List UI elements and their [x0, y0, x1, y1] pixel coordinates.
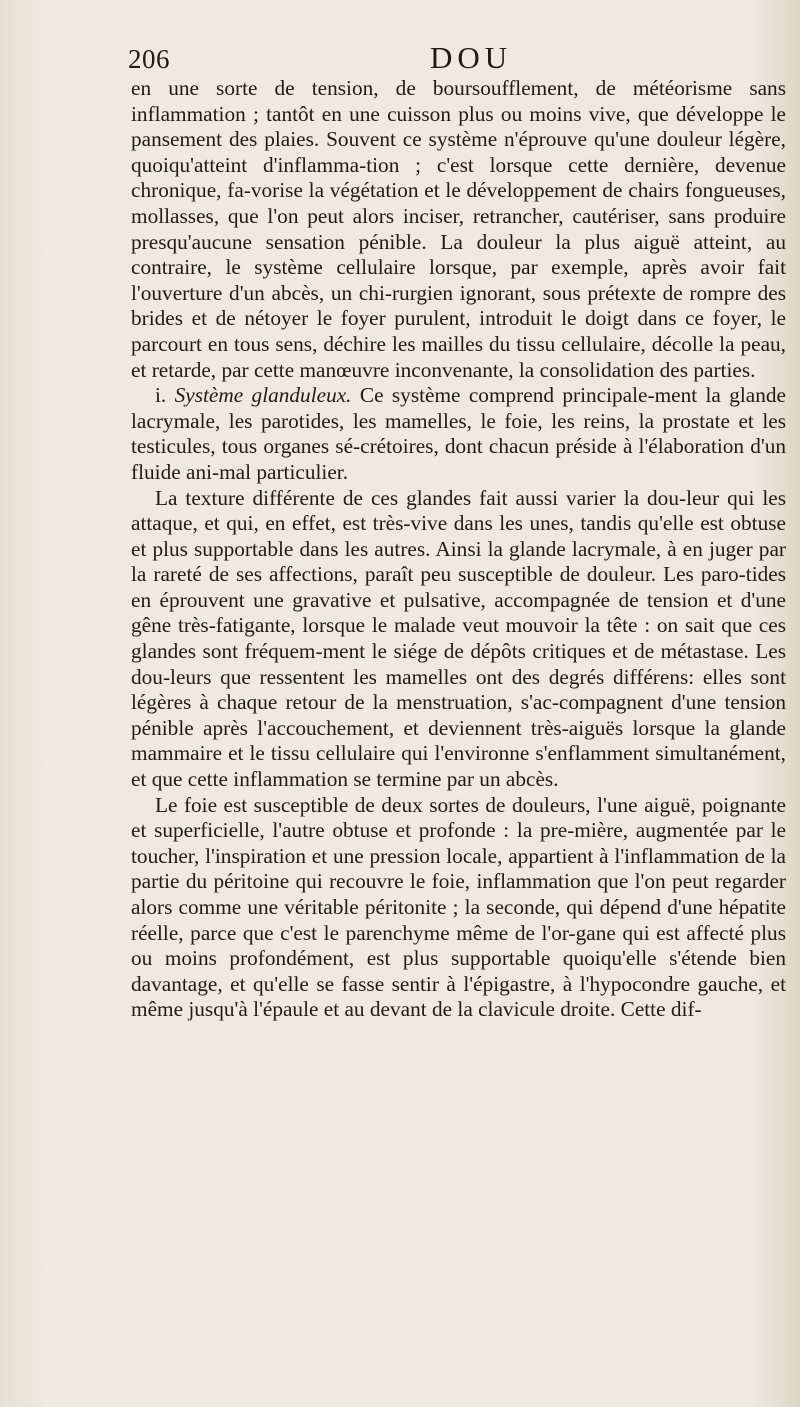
section-number: i.	[155, 383, 167, 408]
paragraph: La texture différente de ces glandes fait aussi varier la dou-leur qui les attaque, et qui, en effet, est très-vive dans les unes, tandis qu'elle est obtuse et plus supportable dans les autres. Ainsi la glande lacrymale, à en juger par la rareté de ses affections, paraît peu susceptible de douleur. Les paro-tides en éprouvent une gravative et pulsative, accompagnée de tension et d'une gêne très-fatigante, lorsque le malade veut mouvoir la tête : on sait que ces glandes sont fréquem-ment le siége de dépôts critiques et de métastase. Les dou-leurs que ressentent les mamelles ont des degrés différens: elles sont légères à chaque retour de la menstruation, s'ac-compagnent d'une tension pénible après l'accouchement, et deviennent très-aiguës lorsque la glande mammaire et le tissu cellulaire qui l'environne s'enflamment simultanément, et que cette inflammation se termine par un abcès.	[131, 485, 786, 792]
section-title: Système glanduleux.	[174, 383, 352, 408]
body-text	[131, 76, 786, 1023]
paragraph: en une sorte de tension, de boursoufflement, de météorisme sans inflammation ; tantôt en une cuisson plus ou moins vive, que développe le pansement des plaies. Souvent ce système n'éprouve qu'une douleur légère, quoiqu'atteint d'inflamma-tion ; c'est lorsque cette dernière, devenue chronique, fa-vorise la végétation et le développement de chairs fongueuses, mollasses, que l'on peut alors inciser, retrancher, cautériser, sans produire presqu'aucune sensation pénible. La douleur la plus aiguë atteint, au contraire, le système cellulaire lorsque, par exemple, après avoir fait l'ouverture d'un abcès, un chi-rurgien ignorant, sous prétexte de rompre des brides et de nétoyer le foyer purulent, introduit le doigt dans ce foyer, le parcourt en tous sens, déchire les mailles du tissu cellulaire, décolle la peau, et retarde, par cette manœuvre inconvenante, la consolidation des parties.	[131, 76, 786, 382]
section-text: Ce système comprend principale-ment la glande lacrymale, les parotides, les mamelles, le foie, les reins, la prostate et les testicules, tous organes sé-crétoires, dont chacun préside à l'élaboration d'un fluide ani-mal particulier.	[131, 383, 787, 484]
running-head	[128, 38, 790, 75]
section-paragraph	[131, 383, 786, 485]
page-number: 206	[128, 44, 170, 74]
paragraph: Le foie est susceptible de deux sortes de douleurs, l'une aiguë, poignante et superficielle, l'autre obtuse et profonde : la pre-mière, augmentée par le toucher, l'inspiration et une pression locale, appartient à l'inflammation de la partie du péritoine qui recouvre le foie, inflammation que l'on peut regarder alors comme une véritable péritonite ; la seconde, qui dépend d'une hépatite réelle, parce que c'est le parenchyme même de l'or-gane qui est affecté plus ou moins profondément, est plus supportable quoiqu'elle s'étende bien davantage, et qu'elle se fasse sentir à l'épigastre, à l'hypocondre gauche, et même jusqu'à l'épaule et au devant de la clavicule droite. Cette dif-	[131, 792, 786, 1022]
running-title: DOU	[430, 40, 513, 75]
